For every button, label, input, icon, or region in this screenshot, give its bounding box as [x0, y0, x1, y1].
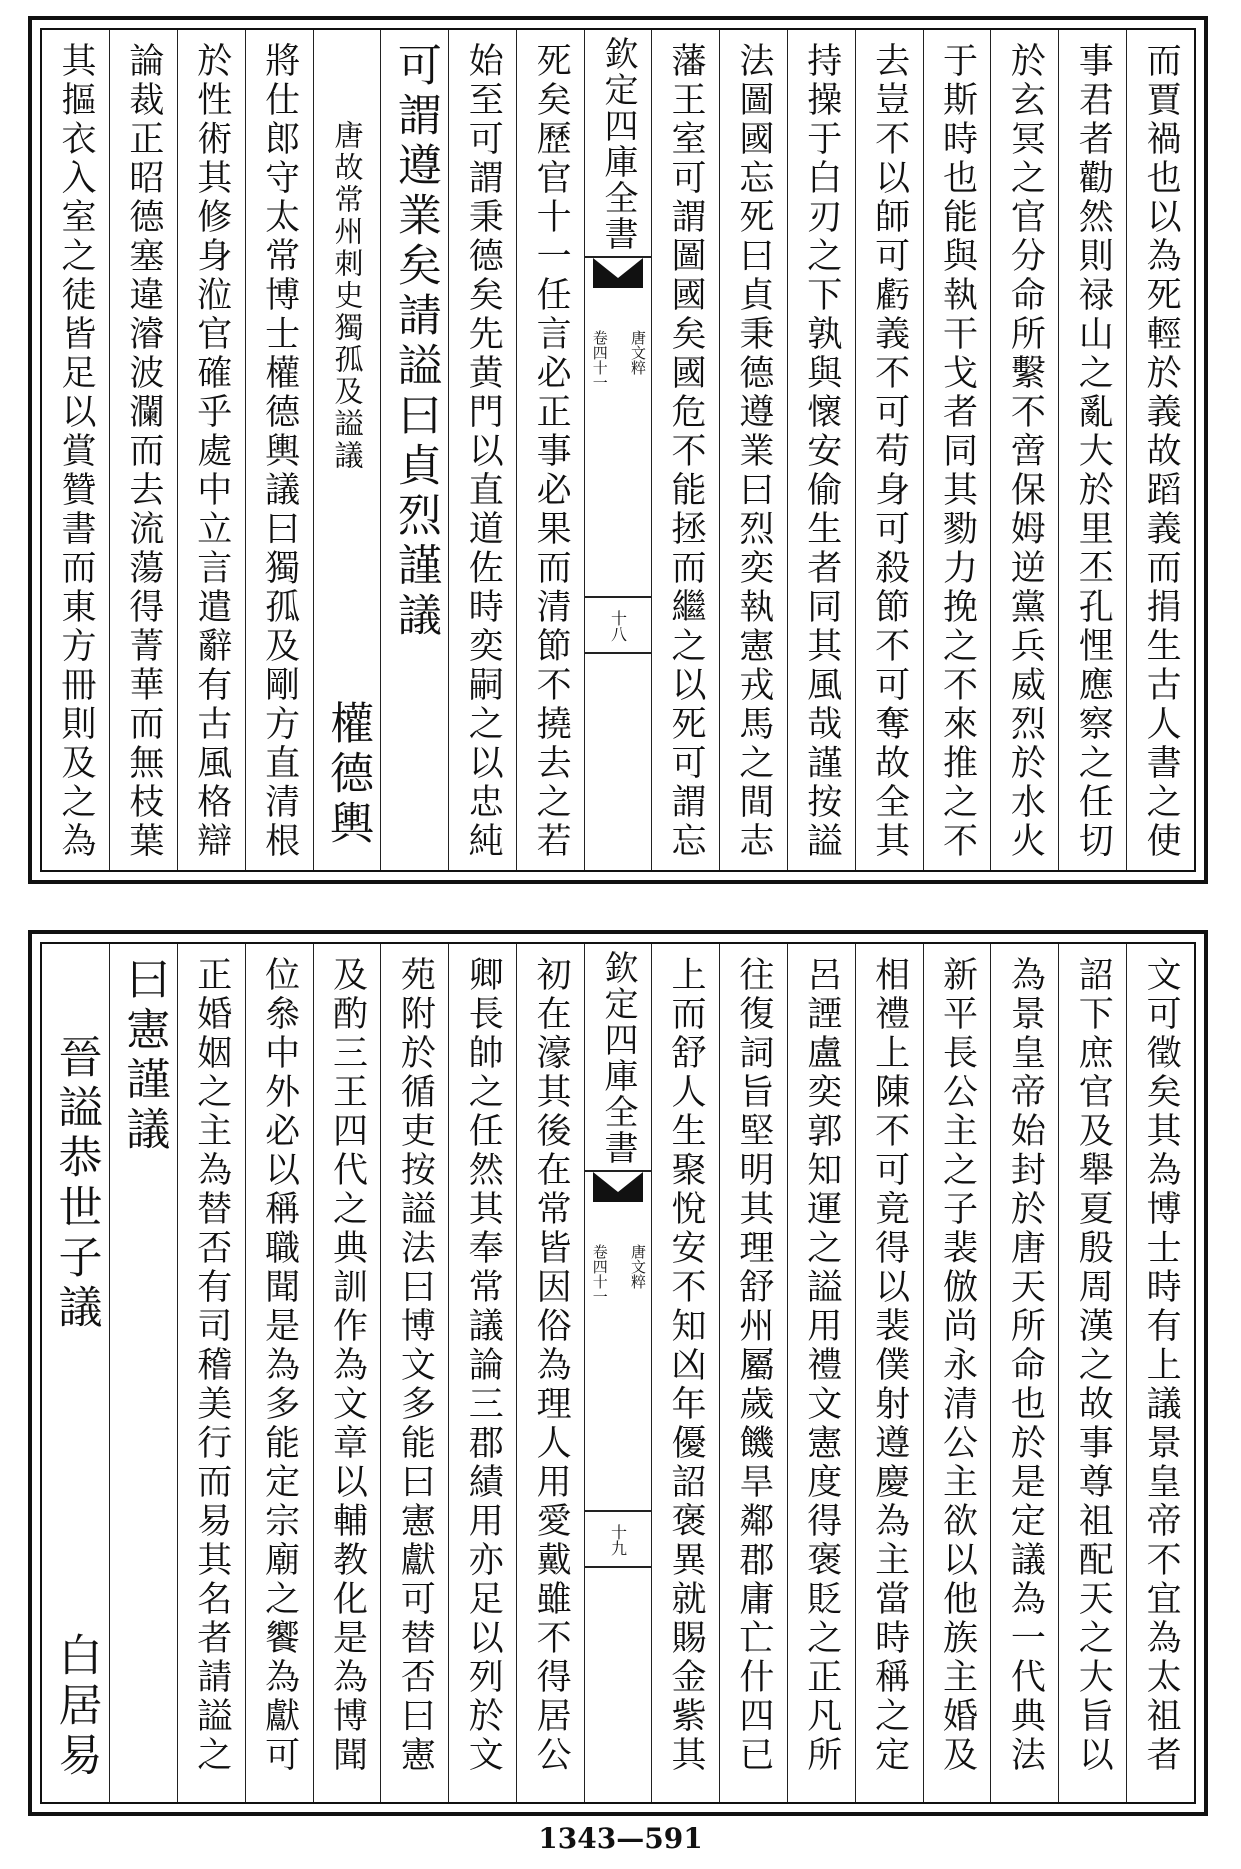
top-page-text-column: [719, 30, 787, 870]
column-text: 其摳衣入室之徒皆足以賞贊書而東方冊則及之為: [55, 42, 96, 861]
top-page-text-column: [177, 30, 245, 870]
top-page-text-column: [109, 30, 177, 870]
top-page-text-column: [313, 30, 381, 870]
column-text: 於性術其修身涖官確乎處中立言遣辭有古風格辯: [191, 42, 232, 861]
fold-volume: 卷四十一: [590, 330, 609, 390]
bottom-page: [28, 930, 1208, 1816]
fold-divider: [585, 1510, 651, 1512]
bottom-page-columns: [42, 944, 1194, 1802]
bottom-page-text-column: [245, 944, 313, 1802]
top-page-text-column: [787, 30, 855, 870]
essay-author: 白居易: [50, 1632, 102, 1782]
bottom-page-text-column: [787, 944, 855, 1802]
column-text: 死矣歷官十一任言必正事必果而清節不撓去之若: [531, 42, 572, 861]
column-text: 持操于白刃之下孰與懷安偷生者同其風哉謹按謚: [801, 42, 842, 861]
column-text: 藩王室可謂圖國矣國危不能拯而繼之以死可謂忘: [665, 42, 706, 861]
column-text: 上而舒人生聚悅安不知凶年優詔褒異就賜金紫其: [665, 956, 706, 1775]
top-page-text-column: [651, 30, 719, 870]
column-text: 新平長公主之子裴倣尚永清公主欲以他族主婚及: [937, 956, 978, 1775]
essay-title: 唐故常州刺史獨孤及謚議: [330, 120, 365, 472]
column-text: 曰憲謹議: [118, 956, 170, 1156]
bottom-page-text-column: [448, 944, 516, 1802]
bottom-page-text-column: [516, 944, 584, 1802]
column-text: 論裁正昭德塞違濬波瀾而去流蕩得菁華而無枝葉: [123, 42, 164, 861]
column-text: 相禮上陳不可竟得以裴僕射遵慶為主當時稱之定: [869, 956, 910, 1775]
bottom-page-text-column: [177, 944, 245, 1802]
top-page-text-column: [1058, 30, 1126, 870]
column-text: 呂諲盧奕郭知運之謚用禮文憲度得褒貶之正凡所: [801, 956, 842, 1775]
column-text: 往復詞旨堅明其理舒州屬歲饑旱鄰郡庸亡什四已: [733, 956, 774, 1775]
column-text: 卿長帥之任然其奉常議論三郡績用亦足以列於文: [463, 956, 504, 1775]
top-page-center-fold: [584, 30, 651, 870]
bottom-page-frame: [40, 942, 1196, 1804]
bottom-page-text-column: [719, 944, 787, 1802]
fold-divider: [585, 652, 651, 654]
top-page-frame: [40, 28, 1196, 872]
column-text: 苑附於循吏按謚法曰博文多能曰憲獻可替否曰憲: [395, 956, 436, 1775]
bottom-page-text-column: [1126, 944, 1194, 1802]
bottom-page-text-column: [380, 944, 448, 1802]
fold-book-title: 唐文粹: [629, 1244, 647, 1289]
column-text: 詔下庶官及舉夏殷周漢之故事尊祖配天之大旨以: [1073, 956, 1114, 1775]
column-text: 及酌三王四代之典訓作為文章以輔教化是為博聞: [327, 956, 368, 1775]
column-text: 初在濠其後在常皆因俗為理人用愛戴雖不得居公: [531, 956, 572, 1775]
essay-author: 權德輿: [321, 700, 373, 850]
top-page-text-column: [448, 30, 516, 870]
fold-divider: [585, 1566, 651, 1568]
top-page-columns: [42, 30, 1194, 870]
fold-title: 欽定四庫全書: [598, 950, 638, 1166]
top-page-text-column: [923, 30, 991, 870]
bottom-page-text-column: [42, 944, 109, 1802]
fold-volume: 卷四十一: [590, 1244, 609, 1304]
column-text: 位叅中外必以稱職聞是為多能定宗廟之饗為獻可: [259, 956, 300, 1775]
fold-book-title: 唐文粹: [629, 330, 647, 375]
fold-divider: [585, 596, 651, 598]
top-page-text-column: [516, 30, 584, 870]
bottom-page-text-column: [313, 944, 381, 1802]
fold-leaf-number: 十九: [608, 1524, 628, 1556]
top-page-text-column: [380, 30, 448, 870]
top-page-text-column: [1126, 30, 1194, 870]
column-text: 將仕郎守太常博士權德輿議曰獨孤及剛方直清根: [259, 42, 300, 861]
bottom-page-text-column: [855, 944, 923, 1802]
bottom-page-text-column: [109, 944, 177, 1802]
column-text: 為景皇帝始封於唐天所命也於是定議為一代典法: [1005, 956, 1046, 1775]
top-page-text-column: [855, 30, 923, 870]
essay-title: 晉謚恭世子議: [50, 1034, 102, 1334]
bottom-page-text-column: [923, 944, 991, 1802]
column-text: 法圖國忘死曰貞秉德遵業曰烈奕執憲戎馬之間志: [733, 42, 774, 861]
top-page: [28, 16, 1208, 884]
fold-title: 欽定四庫全書: [598, 36, 638, 252]
top-page-text-column: [990, 30, 1058, 870]
column-text: 始至可謂秉德矣先黄門以直道佐時奕嗣之以忠純: [463, 42, 504, 861]
column-text: 正婚姻之主為替否有司稽美行而易其名者請謚之: [191, 956, 232, 1775]
page-number: 1343—591: [538, 1822, 703, 1855]
bottom-page-text-column: [1058, 944, 1126, 1802]
column-text: 可謂遵業矣請謚曰貞烈謹議: [389, 42, 441, 642]
fold-leaf-number: 十八: [608, 610, 628, 642]
fish-tail-icon: [593, 258, 643, 288]
fish-tail-icon: [593, 1172, 643, 1202]
column-text: 於玄冥之官分命所繫不啻保姆逆黨兵威烈於水火: [1005, 42, 1046, 861]
bottom-page-center-fold: [584, 944, 651, 1802]
column-text: 于斯時也能與執干戈者同其勠力挽之不來推之不: [937, 42, 978, 861]
top-page-text-column: [42, 30, 109, 870]
column-text: 事君者勸然則禄山之亂大於里丕孔悝應察之任切: [1073, 42, 1114, 861]
column-text: 而賈禍也以為死輕於義故蹈義而捐生古人書之使: [1141, 42, 1182, 861]
column-text: 文可徵矣其為博士時有上議景皇帝不宜為太祖者: [1141, 956, 1182, 1775]
top-page-text-column: [245, 30, 313, 870]
column-text: 去豈不以師可虧義不可苟身可殺節不可奪故全其: [869, 42, 910, 861]
bottom-page-text-column: [990, 944, 1058, 1802]
bottom-page-text-column: [651, 944, 719, 1802]
